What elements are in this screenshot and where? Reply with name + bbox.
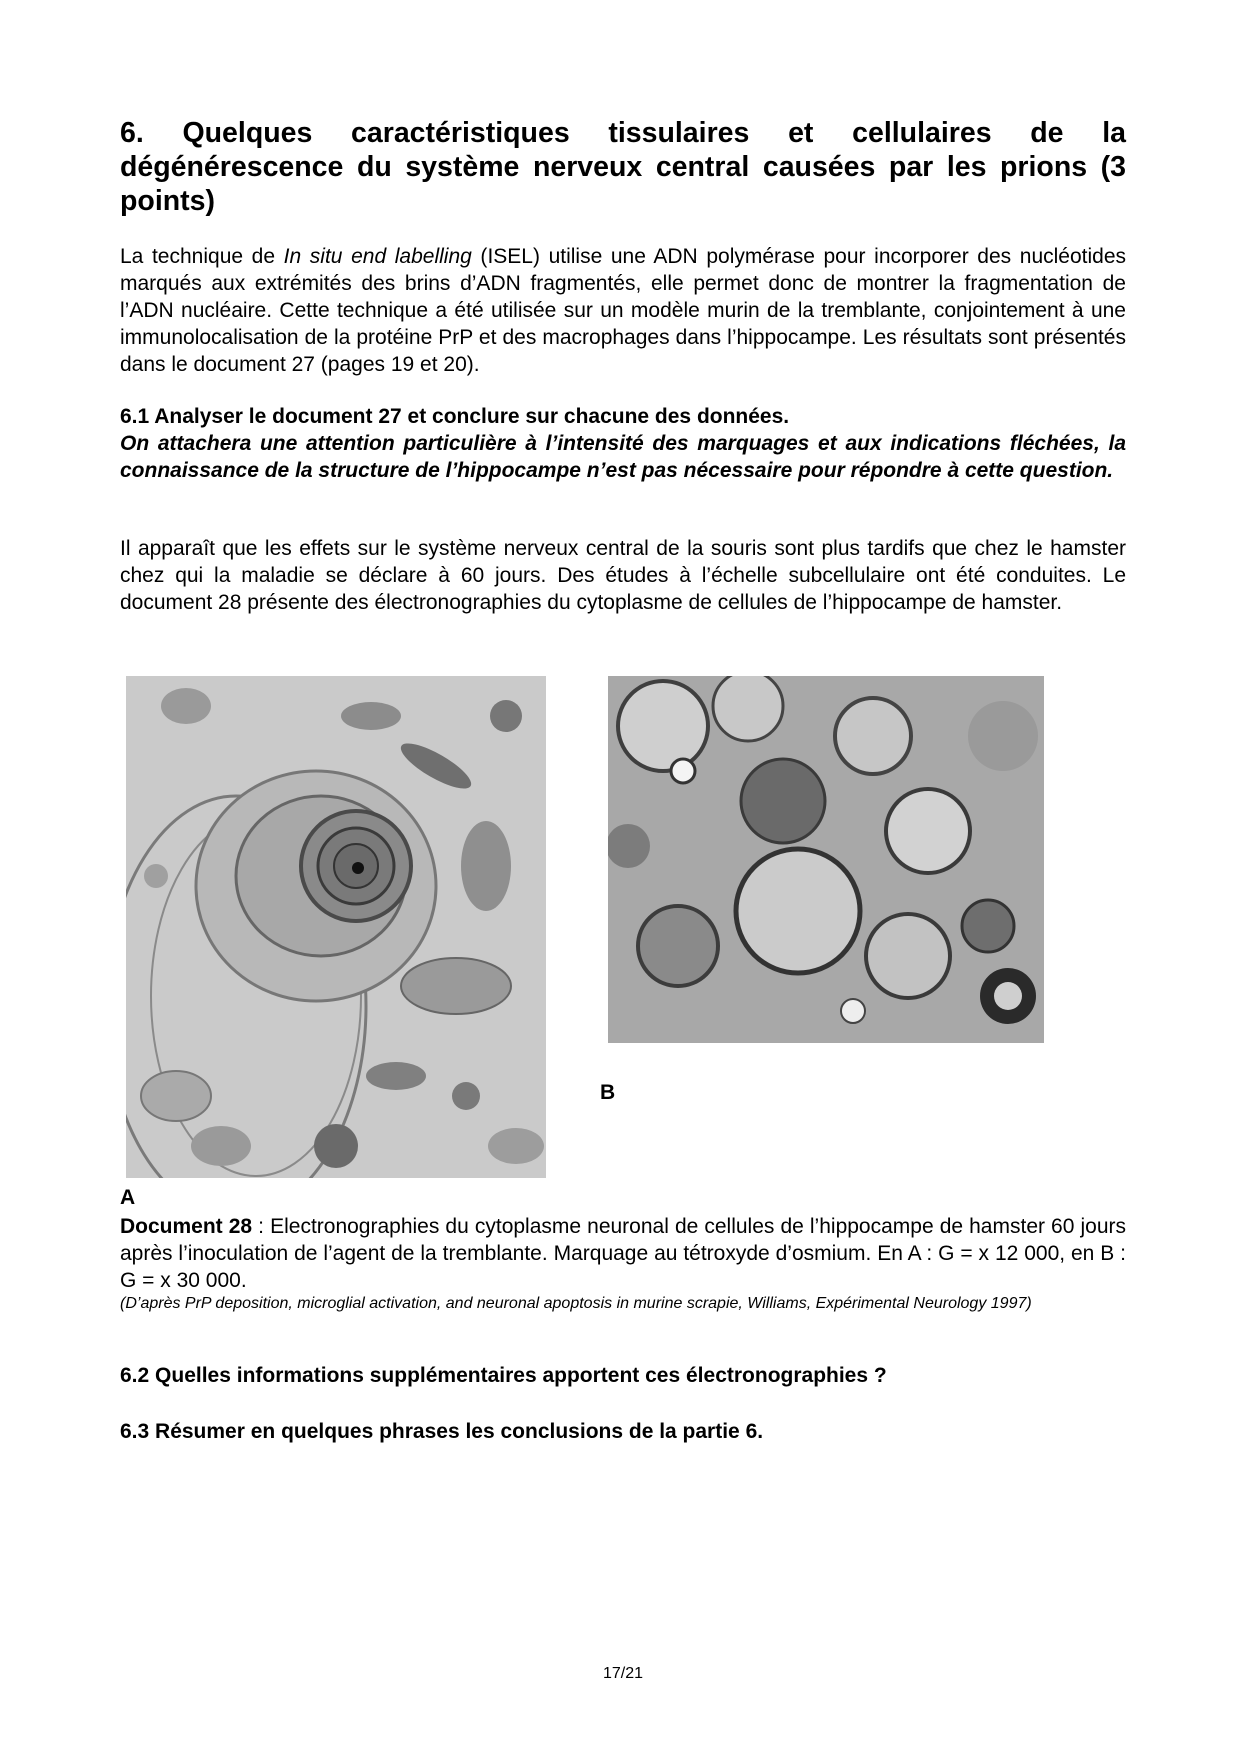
electron-micrograph-a	[126, 676, 546, 1178]
panel-label-b: B	[600, 1081, 616, 1104]
figure-caption	[120, 1213, 1126, 1294]
question-6-1-title: 6.1 Analyser le document 27 et conclure sur chacune des données.	[120, 405, 790, 428]
page-number: 17/21	[602, 1665, 644, 1682]
question-6-3: 6.3 Résumer en quelques phrases les conclusions de la partie 6.	[120, 1420, 764, 1443]
panel-label-a: A	[120, 1186, 136, 1209]
figure-source: (D’après PrP deposition, microglial activation, and neuronal apoptosis in murine scrapie, Williams, Expérimental Neurology 1997)	[120, 1295, 1032, 1312]
electron-micrograph-b	[608, 676, 1044, 1043]
intro-text-start: La technique de	[120, 245, 284, 268]
hamster-paragraph: Il apparaît que les effets sur le système nerveux central de la souris sont plus tardifs que chez le hamster chez qui la maladie se déclare à 60 jours. Des études à l’échelle subcellulaire ont été conduites. Le document 28 présente des électronographies du cytoplasme de cellules de l’hippocampe de hamster.	[120, 537, 1126, 614]
question-6-1-note: On attachera une attention particulière à l’intensité des marquages et aux indications fléchées, la connaissance de la structure de l’hippocampe n’est pas nécessaire pour répondre à cette question.	[120, 432, 1126, 482]
question-6-2: 6.2 Quelles informations supplémentaires apportent ces électronographies ?	[120, 1364, 887, 1387]
intro-text-end: ISEL) utilise une ADN polymérase pour incorporer des nucléotides marqués aux extrémités des brins d’ADN fragmentés, elle permet donc de montrer la fragmentation de l’ADN nucléaire. Cette technique a été utilisée sur un modèle murin de la tremblante, conjointement à une immunolocalisation de la protéine PrP et des macrophages dans l’hippocampe. Les résultats sont présentés dans le document 27 (pages 19 et 20).	[120, 245, 1127, 376]
intro-paren: (	[471, 245, 488, 268]
micrograph-a-image	[126, 676, 546, 1178]
section-title: 6. Quelques caractéristiques tissulaires et cellulaires de la dégénérescence du système nerveux central causées par les prions (3 points)	[120, 117, 1126, 217]
intro-paragraph	[120, 243, 1126, 378]
caption-separator: :	[252, 1215, 271, 1238]
micrograph-b-image	[608, 676, 1044, 1043]
caption-title: Document 28	[120, 1215, 253, 1238]
caption-text: Electronographies du cytoplasme neuronal de cellules de l’hippocampe de hamster 60 jours après l’inoculation de l’agent de la tremblante. Marquage au tétroxyde d’osmium. En A : G = x 12 000, en B : G = x 30 000.	[120, 1215, 1126, 1292]
intro-technique-term: In situ end labelling	[283, 245, 472, 268]
